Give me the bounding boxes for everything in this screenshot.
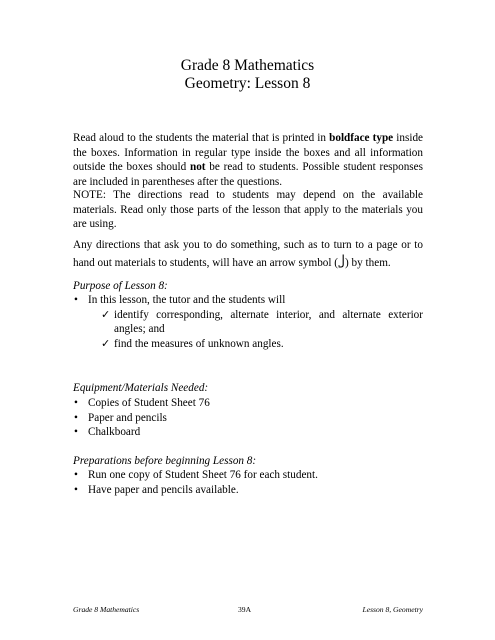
intro-paragraph: [73, 131, 423, 190]
intro-text-3: be read to students. Possible student responses are included in parentheses after the questions.: [73, 161, 423, 189]
title-line-1: Grade 8 Mathematics: [180, 57, 315, 74]
purpose-checklist: [88, 308, 423, 352]
directions-text-2: ) by them.: [345, 257, 391, 269]
checkmark-icon: ✓: [101, 308, 111, 321]
preparations-heading: Preparations before beginning Lesson 8:: [73, 455, 257, 467]
purpose-bullet-text: In this lesson, the tutor and the students will: [88, 294, 286, 306]
title-line-2: Geometry: Lesson 8: [184, 75, 311, 92]
list-item: • Have paper and pencils available.: [73, 483, 423, 498]
checklist-item-text: find the measures of unknown angles.: [114, 338, 284, 351]
checklist-item: [88, 337, 423, 352]
equipment-heading: Equipment/Materials Needed:: [73, 382, 209, 394]
purpose-heading: Purpose of Lesson 8:: [73, 280, 168, 292]
directions-text-1: Any directions that ask you to do something, such as to turn to a page or to hand out materials to students, will have an arrow symbol (: [73, 239, 423, 269]
intro-text-2: inside the boxes. Information in regular type inside the boxes and all information outside the boxes should: [73, 132, 423, 174]
list-item: • Chalkboard: [73, 425, 423, 440]
list-item: • Paper and pencils: [73, 411, 423, 426]
preparations-list: [73, 468, 423, 497]
page-title: [0, 57, 495, 93]
intro-bold-1: boldface type: [329, 132, 394, 144]
footer-left: Grade 8 Mathematics: [73, 605, 140, 614]
checklist-item-text: identify corresponding, alternate interior, and alternate exterior angles; and: [114, 308, 423, 336]
list-item: • Copies of Student Sheet 76: [73, 396, 423, 411]
intro-text-1: Read aloud to the students the material that is printed in: [73, 132, 330, 144]
checklist-item: [88, 308, 423, 337]
directions-paragraph: [73, 237, 423, 272]
note-paragraph: NOTE: The directions read to students may depend on the available materials. Read only those parts of the lesson that apply to the materials you are using.: [73, 189, 423, 231]
checkmark-icon: ✓: [101, 338, 111, 351]
list-item: • Run one copy of Student Sheet 76 for each student.: [73, 468, 423, 483]
equipment-list: [73, 396, 423, 440]
purpose-list: [73, 293, 423, 352]
footer-page-number: 39A: [238, 605, 252, 614]
footer-right: Lesson 8, Geometry: [362, 605, 423, 614]
arrow-symbol-icon: [338, 254, 345, 268]
purpose-bullet: [73, 293, 423, 352]
intro-bold-2: not: [189, 161, 206, 174]
